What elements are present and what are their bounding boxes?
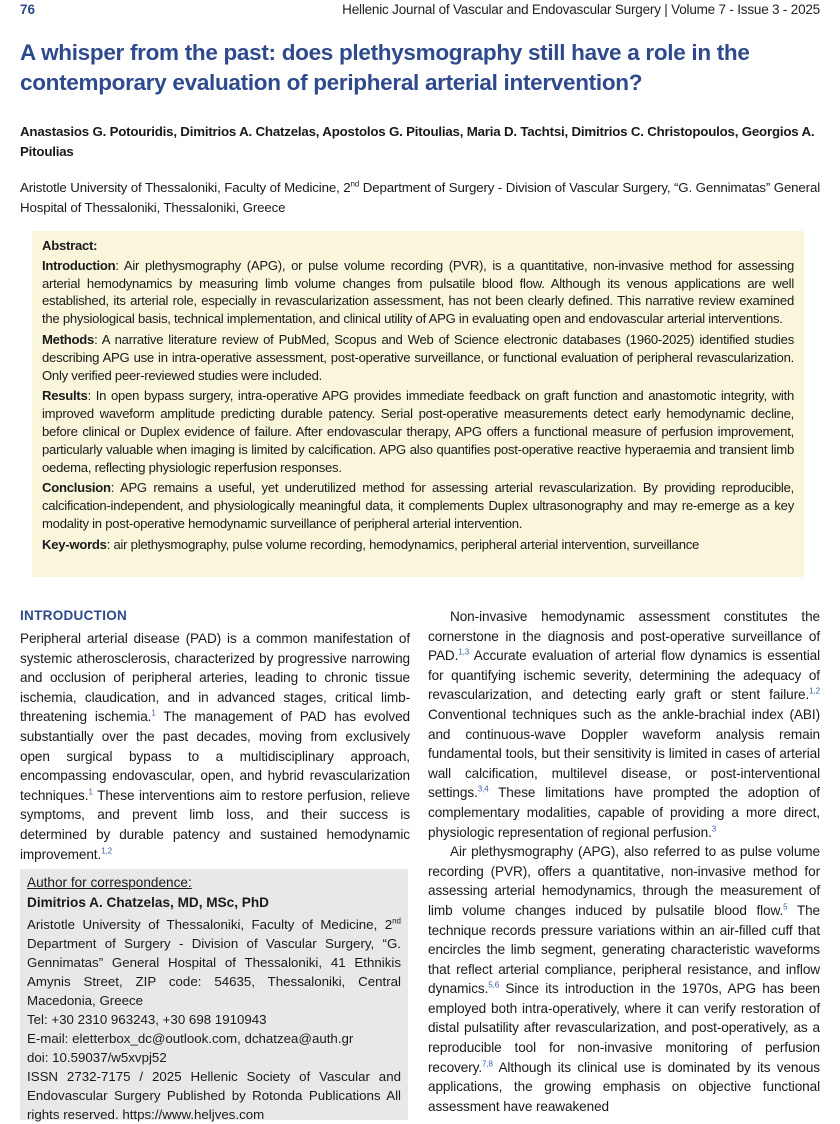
citation-ref[interactable]: 1 <box>151 708 156 718</box>
section-label: Conclusion <box>42 480 111 496</box>
section-text: : In open bypass surgery, intra-operative APG provides immediate feedback on graft function and anastomotic integrity, with improved waveform amplitude predicting durable patency. Serial post-operative measurements detect early hemodynamic decline, before clinical or Duplex evidence of failure. After endovascular therapy, APG offers a functional measure of perfusion improvement, particularly valuable when imaging is limited by calcification. APG also quantifies post-operative reactive hyperaemia and transient limb oedema, reflecting physiologic reperfusion responses. <box>42 388 794 475</box>
citation-ref[interactable]: 3,4 <box>477 784 489 794</box>
section-label: Results <box>42 388 88 404</box>
abstract-keywords <box>42 536 794 554</box>
ordinal-superscript: nd <box>350 179 360 189</box>
abstract-methods <box>42 331 794 384</box>
section-text: : APG remains a useful, yet underutilized method for assessing arterial revascularization. By providing reproducible, calcification-independent, and physiologically meaningful data, it complements Duplex ultrasonography and may re-emerge as a key modality in post-operative hemodynamic surveillance of peripheral arterial intervention. <box>42 480 794 531</box>
copyright-notice: ISSN 2732-7175 / 2025 Hellenic Society of Vascular and Endovascular Surgery Published by Rotonda Publications All rights reserved. https://www.heljves.com <box>27 1069 401 1122</box>
section-text: : A narrative literature review of PubMed, Scopus and Web of Science electronic databases (1960-2025) identified studies describing APG use in intra-operative assessment, post-operative surveillance, or functional evaluation of peripheral revascularization. Only verified peer-reviewed studies were included. <box>42 331 794 383</box>
ordinal-superscript: nd <box>392 916 401 926</box>
affiliation-text: Department of Surgery - Division of Vascular Surgery, “G. Gennimatas” General Hospital of Thessaloniki, Thessaloniki, Greece <box>20 180 821 215</box>
page-number: 76 <box>20 1 36 17</box>
article-doi[interactable]: doi: 10.59037/w5xvpj52 <box>27 1050 167 1065</box>
intro-paragraph-2: Non-invasive hemodynamic assessment constitutes the cornerstone in the diagnosis and post-operative surveillance of PAD.$^{1,3}$ Accurate evaluation of arterial flow dynamics is essential for quantifying ischemic severity, determining the adequacy of revascularization, and detecting early graft or stent failure.$^{1,2}$ Conventional techniques such as the ankle-brachial index (ABI) and continuous-wave Doppler waveform analysis remain fundamental tools, but their sensitivity is limited in cases of arterial wall calcification, multilevel disease, or post-interventional settings.$^{3,4}$ These limitations have prompted the adoption of complementary modalities, capable of providing a more direct, physiologic representation of regional perfusion.$^3$ <box>428 609 820 840</box>
correspondence-email[interactable]: E-mail: eletterbox_dc@outlook.com, dchatzea@auth.gr <box>27 1031 354 1046</box>
address-text: Aristotle University of Thessaloniki, Faculty of Medicine, 2 <box>27 917 393 932</box>
citation-ref[interactable]: 1 <box>88 787 93 797</box>
correspondence-name: Dimitrios A. Chatzelas, MD, MSc, PhD <box>27 895 269 910</box>
right-column <box>428 607 820 1116</box>
abstract-conclusion <box>42 479 794 532</box>
citation-ref[interactable]: 1,2 <box>101 846 112 855</box>
section-text: : air plethysmography, pulse volume recording, hemodynamics, peripheral arterial intervention, surveillance <box>106 536 700 552</box>
section-text: : Air plethysmography (APG), or pulse volume recording (PVR), is a quantitative, non-invasive method for assessing arterial hemodynamics by measuring limb volume changes from pulsatile blood flow. Although its venous applications are well established, its arterial role, especially in revascularization assessment, has not been clearly defined. This narrative review examined the physiological basis, technical implementation, and clinical utility of APG in evaluating open and endovascular arterial interventions. <box>42 257 794 327</box>
correspondence-phone: Tel: +30 2310 963243, +30 698 1910943 <box>27 1012 267 1027</box>
article-title: A whisper from the past: does plethysmography still have a role in the contemporary evaluation of peripheral arterial intervention? <box>20 40 750 95</box>
correspondence-address <box>27 915 401 1010</box>
citation-ref[interactable]: 7,8 <box>482 1059 493 1069</box>
citation-ref[interactable]: 1,3 <box>458 647 470 657</box>
abstract-box <box>32 231 804 577</box>
section-label: Key-words <box>42 536 107 552</box>
abstract-heading: Abstract: <box>42 238 98 253</box>
abstract-results <box>42 387 794 476</box>
affiliation-text: Aristotle University of Thessaloniki, Faculty of Medicine, 2 <box>20 180 351 195</box>
correspondence-box <box>20 869 408 1120</box>
correspondence-label: Author for correspondence: <box>27 875 192 890</box>
section-heading-introduction: INTRODUCTION <box>20 608 128 623</box>
left-column <box>20 607 410 864</box>
abstract-introduction <box>42 257 794 328</box>
section-label: Methods <box>42 331 95 347</box>
address-text: Department of Surgery - Division of Vascular Surgery, “G. Gennimatas” General Hospital of Thessaloniki, 41 Ethnikis Amynis Street, ZIP code: 54635, Thessaloniki, Central Macedonia, Greece <box>27 936 401 1008</box>
journal-citation: Hellenic Journal of Vascular and Endovascular Surgery | Volume 7 - Issue 3 - 2025 <box>342 1 820 17</box>
author-list: Anastasios G. Potouridis, Dimitrios A. Chatzelas, Apostolos G. Pitoulias, Maria D. Tachtsi, Dimitrios C. Christopoulos, Georgios A. Pitoulias <box>20 124 815 159</box>
running-header <box>20 0 820 18</box>
section-label: Introduction <box>42 257 116 273</box>
citation-ref[interactable]: 5 <box>783 902 788 912</box>
affiliation <box>20 178 820 218</box>
citation-ref[interactable]: 5,6 <box>488 980 500 990</box>
citation-ref[interactable]: 1,2 <box>809 686 820 696</box>
intro-paragraph-3: Air plethysmography (APG), also referred to as pulse volume recording (PVR), offers a quantitative, non-invasive method for assessing arterial hemodynamics, through the measurement of limb volume changes induced by pulsatile blood flow.$^5$ The technique records pressure variations within an air-filled cuff that encircles the limb segment, generating characteristic waveforms that reflect arterial compliance, peripheral resistance, and inflow dynamics.$^{5,6}$ Since its introduction in the 1970s, APG has been employed both intra-operatively, where it can verify restoration of distal pulsatility after revascularization, and post-operatively, as a reproducible tool for non-invasive monitoring of perfusion recovery.$^{7,8}$ Although its clinical use is dominated by its venous applications, the growing emphasis on objective functional assessment have reawakened <box>428 844 820 1114</box>
intro-paragraph-1: Peripheral arterial disease (PAD) is a common manifestation of systemic atherosclerosis, characterized by progressive narrowing and occlusion of peripheral arteries, leading to chronic tissue ischemia, claudication, and in advanced stages, critical limb-threatening ischemia.$^1$ The management of PAD has evolved substantially over the past decades, moving from exclusively open surgical bypass to a multidisciplinary approach, encompassing endovascular, open, and hybrid revascularization techniques.$^1$ These interventions aim to restore perfusion, relieve symptoms, and prevent limb loss, and their success is determined by durable patency and sustained hemodynamic improvement.$^{1,2}$ <box>20 631 410 862</box>
citation-ref[interactable]: 3 <box>711 824 717 833</box>
